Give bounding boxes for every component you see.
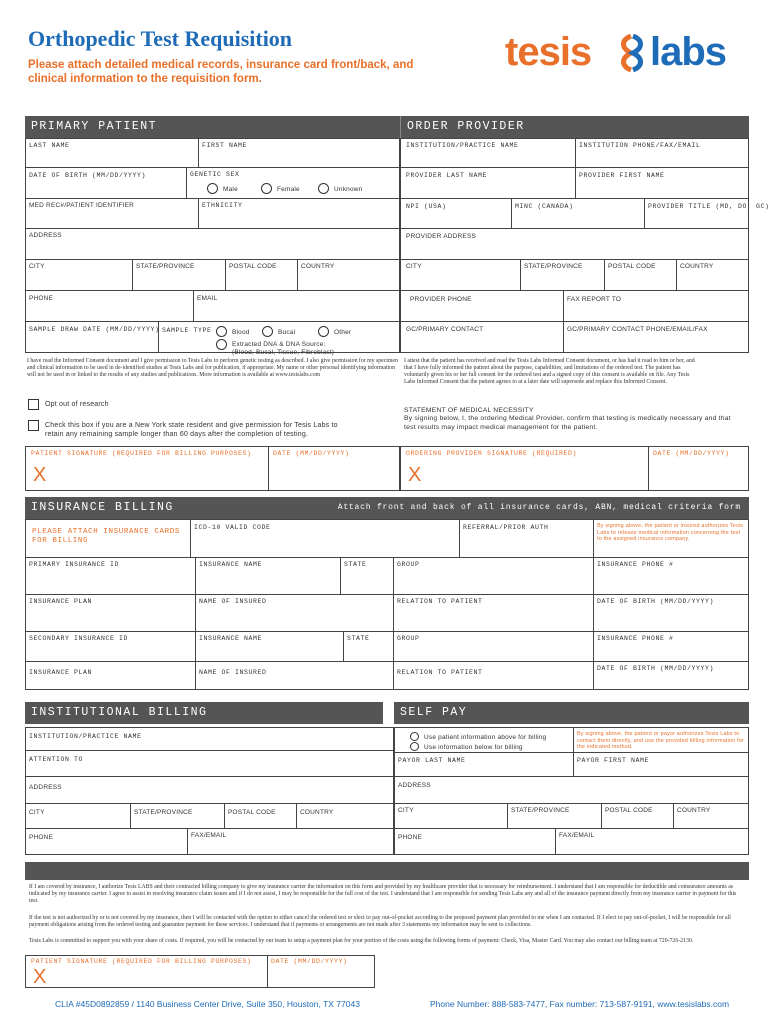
city-label: CITY: [29, 263, 45, 270]
footer-contact: Phone Number: 888-583-7477, Fax number: 713-587-9191, www.tesislabs.com: [430, 999, 730, 1009]
sample-blood-label: Blood: [232, 329, 250, 336]
email-label: EMAIL: [197, 295, 218, 302]
insured-name2-label: NAME OF INSURED: [199, 669, 267, 676]
insurance-phone2-label: INSURANCE PHONE #: [597, 635, 674, 642]
inst-billing-name-label: INSTITUTION/PRACTICE NAME: [29, 733, 142, 740]
ethnicity-label: ETHNICITY: [202, 202, 243, 209]
payor-country-label: COUNTRY: [677, 807, 711, 814]
provider-inst-phone-label: INSTITUTION PHONE/FAX/EMAIL: [579, 142, 701, 149]
provider-signature-label: ORDERING PROVIDER SIGNATURE (REQUIRED): [406, 450, 578, 457]
provider-first-label: PROVIDER FIRST NAME: [579, 172, 665, 179]
insurance-state2-label: STATE: [347, 635, 370, 642]
sample-bucal-label: Bucal: [278, 329, 296, 336]
logo-mark-icon: [617, 34, 647, 72]
inst-postal-label: POSTAL CODE: [228, 809, 276, 816]
payor-city-label: CITY: [398, 807, 414, 814]
opt-out-label: Opt out of research: [45, 401, 109, 408]
selfpay-opt1-label: Use patient information above for billing: [424, 734, 547, 741]
insurance-header: [25, 497, 749, 519]
provider-phone-label: PROVIDER PHONE: [410, 296, 472, 303]
sex-unknown-radio[interactable]: [318, 183, 329, 194]
inst-phone-label: PHONE: [29, 834, 54, 841]
gc-contact-info-label: GC/PRIMARY CONTACT PHONE/EMAIL/FAX: [567, 326, 708, 333]
provider-last-label: PROVIDER LAST NAME: [406, 172, 488, 179]
sample-other-radio[interactable]: [318, 326, 329, 337]
payor-postal-label: POSTAL CODE: [605, 807, 653, 814]
page-title: Orthopedic Test Requisition: [28, 26, 293, 51]
inst-country-label: COUNTRY: [300, 809, 334, 816]
inst-address-label: ADDRESS: [29, 784, 62, 791]
insured-dob-label: DATE OF BIRTH (MM/DD/YYYY): [597, 598, 715, 605]
payor-last-label: PAYOR LAST NAME: [398, 757, 466, 764]
insurance-group-label: GROUP: [397, 561, 420, 568]
terms-paragraph-1: If I am covered by insurance, I authorize Tesis LABS and their contracted billing company to give my insurance carrier the information on this form and provided by my healthcare provider that is necessary for reimbursement. I understand that I am responsible for deductible and coinsurance amounts as indicated by my insurance carrier. I agree to assist in resolving insurance claim issues and if I do not assist, I may be responsible for the full cost of the test. I understand that I am responsible for sending Tesis Labs any and all of the insurance payment directly from my insurance carrier in payment for this test.: [29, 884, 737, 904]
sample-type-label: SAMPLE TYPE: [162, 327, 212, 334]
terms-header-bar: [25, 862, 749, 880]
insurance-heading: INSURANCE BILLING: [31, 501, 174, 514]
address-label: ADDRESS: [29, 232, 62, 239]
first-name-label: FIRST NAME: [202, 142, 248, 149]
icd-label: ICD-10 VALID CODE: [194, 524, 271, 531]
necessity-title: STATEMENT OF MEDICAL NECESSITY: [404, 407, 534, 414]
sample-extracted-radio[interactable]: [216, 339, 227, 350]
patient-signature-label: PATIENT SIGNATURE (REQUIRED FOR BILLING PURPOSES): [31, 450, 252, 457]
extracted-sources: (Blood, Bucal, Tissue, Fibroblast): [232, 349, 335, 356]
payor-phone-label: PHONE: [398, 834, 423, 841]
insured-name-label: NAME OF INSURED: [199, 598, 267, 605]
sex-male-label: Male: [223, 186, 238, 193]
attestation-text: I attest that the patient has received and read the Tesis Labs Informed Consent document, or has had it read to him or her, and that I have fully informed the patient about the purpose, capabilities, and limitations of the ordered test. The patient has voluntarily given his or her full consent for the ordered test and a signed copy of this consent is available on file. Any Tesis Labs Informed Consent that the patient agrees to at a later date will supersede and replace this Informed Consent.: [404, 358, 695, 385]
selfpay-below-info-radio[interactable]: [410, 742, 419, 751]
med-rec-label: MED REC#/PATIENT IDENTIFIER: [29, 202, 135, 209]
provider-sign-x: X: [408, 464, 422, 486]
terms-paragraph-2: If the test is not authorized by or is not covered by my insurance, then I will be contacted with the option to either cancel the ordered test or elect to pay out-of-pocket according to the proposed payment plan provided to me when I am contacted. If I elect to pay out-of-pocket, I will be responsible for all payment obligations arising from the ordered testing and guarantee payment for these services. I understand that if payments or arrangements are not made after 3 statements my information may be sent to collections.: [29, 915, 731, 928]
selfpay-auth-text: By signing above, the patient or payor authorizes Tesis Labs to contact them directly, and use the provided billing information for the indicated method.: [577, 731, 745, 750]
provider-state-label: STATE/PROVINCE: [524, 263, 583, 270]
insurance-plan2-label: INSURANCE PLAN: [29, 669, 93, 676]
insurance-phone-label: INSURANCE PHONE #: [597, 561, 674, 568]
npi-label: NPI (USA): [406, 203, 447, 210]
sample-other-label: Other: [334, 329, 352, 336]
sample-bucal-radio[interactable]: [262, 326, 273, 337]
provider-address-label: PROVIDER ADDRESS: [406, 233, 477, 240]
attach-cards-label: PLEASE ATTACH INSURANCE CARDS FOR BILLING: [32, 528, 180, 545]
referral-label: REFERRAL/PRIOR AUTH: [463, 524, 549, 531]
institutional-billing-header: INSTITUTIONAL BILLING: [25, 702, 383, 724]
provider-institution-label: INSTITUTION/PRACTICE NAME: [406, 142, 519, 149]
provider-city-label: CITY: [406, 263, 422, 270]
inst-fax-label: FAX/EMAIL: [191, 832, 227, 839]
billing-date-label: DATE (MM/DD/YYYY): [271, 958, 348, 965]
insurance-group2-label: GROUP: [397, 635, 420, 642]
consent-text: I have read the Informed Consent document and I give permission to Tesis Labs to perform genetic testing as described. I also give permission for my specimen and clinical information to be used in de-identified studies at Tesis Labs and for publication, if appropriate. My name or other personal identifying information will not be used in or linked to the results of any studies and publications. More information is available at www.tesislabs.com: [27, 358, 398, 378]
attention-label: ATTENTION TO: [29, 756, 84, 763]
provider-postal-label: POSTAL CODE: [608, 263, 656, 270]
provider-country-label: COUNTRY: [680, 263, 714, 270]
insurance-note: Attach front and back of all insurance cards, ABN, medical criteria form: [337, 503, 741, 512]
payor-first-label: PAYOR FIRST NAME: [577, 757, 650, 764]
minc-label: MINC (CANADA): [515, 203, 574, 210]
billing-sign-x: X: [33, 966, 47, 988]
page-subtitle: Please attach detailed medical records, insurance card front/back, and clinical information to the requisition form.: [28, 59, 414, 85]
self-pay-header: SELF PAY: [394, 702, 749, 724]
relation2-label: RELATION TO PATIENT: [397, 669, 483, 676]
inst-state-label: STATE/PROVINCE: [134, 809, 193, 816]
selfpay-opt2-label: Use information below for billing: [424, 744, 523, 751]
order-provider-header: ORDER PROVIDER: [400, 116, 749, 138]
sex-female-radio[interactable]: [261, 183, 272, 194]
terms-paragraph-3: Tesis Labs is committed to support you with your share of costs. If required, you will be contacted by our team to setup a payment plan for your portion of the costs using the following forms of payment: Check, Visa, Master Card. You may also contact our billing team at 720-726-2130.: [29, 938, 694, 944]
necessity-text: By signing below, I, the ordering Medical Provider, confirm that testing is medically necessary and that test results may impact medical management for the patient.: [404, 415, 731, 431]
selfpay-patient-info-radio[interactable]: [410, 732, 419, 741]
extracted-label: Extracted DNA & DNA Source:: [232, 341, 326, 348]
gc-contact-label: GC/PRIMARY CONTACT: [406, 326, 484, 333]
logo-text-tesis: tesis: [505, 30, 592, 74]
billing-signature-label: PATIENT SIGNATURE (REQUIRED FOR BILLING PURPOSES): [31, 958, 252, 965]
insurance-plan-label: INSURANCE PLAN: [29, 598, 93, 605]
last-name-label: LAST NAME: [29, 142, 70, 149]
tesis-labs-logo: [505, 32, 745, 76]
sex-unknown-label: Unknown: [334, 186, 363, 193]
patient-date-label: DATE (MM/DD/YYYY): [273, 450, 350, 457]
sample-blood-radio[interactable]: [216, 326, 227, 337]
postal-label: POSTAL CODE: [229, 263, 277, 270]
footer-address: CLIA #45D0892859 / 1140 Business Center Drive, Suite 350, Houston, TX 77043: [55, 999, 360, 1009]
provider-title-label: PROVIDER TITLE (MD, DO, GC): [648, 203, 770, 210]
insured-dob2-label: DATE OF BIRTH (MM/DD/YYYY): [597, 665, 715, 672]
payor-state-label: STATE/PROVINCE: [511, 807, 570, 814]
fax-report-label: FAX REPORT TO: [567, 296, 622, 303]
relation-label: RELATION TO PATIENT: [397, 598, 483, 605]
phone-label: PHONE: [29, 295, 54, 302]
sample-date-label: SAMPLE DRAW DATE (MM/DD/YYYY): [29, 326, 160, 333]
opt-out-checkbox[interactable]: [28, 399, 39, 410]
sex-female-label: Female: [277, 186, 300, 193]
dob-label: DATE OF BIRTH (MM/DD/YYYY): [29, 172, 147, 179]
sex-male-radio[interactable]: [207, 183, 218, 194]
inst-city-label: CITY: [29, 809, 45, 816]
insurance-name-label: INSURANCE NAME: [199, 561, 263, 568]
primary-patient-header: PRIMARY PATIENT: [25, 116, 400, 138]
ny-consent-checkbox[interactable]: [28, 420, 39, 431]
ny-consent-label: Check this box if you are a New York state resident and give permission for Tesis Labs to retain any remaining sample longer than 60 days after the completion of testing.: [45, 422, 338, 438]
primary-insurance-label: PRIMARY INSURANCE ID: [29, 561, 120, 568]
payor-fax-label: FAX/EMAIL: [559, 832, 595, 839]
payor-address-label: ADDRESS: [398, 782, 431, 789]
insurance-state-label: STATE: [344, 561, 367, 568]
provider-date-label: DATE (MM/DD/YYYY): [653, 450, 730, 457]
genetic-sex-label: GENETIC SEX: [190, 171, 240, 178]
logo-text-labs: labs: [650, 30, 727, 74]
country-label: COUNTRY: [301, 263, 335, 270]
secondary-insurance-label: SECONDARY INSURANCE ID: [29, 635, 129, 642]
state-label: STATE/PROVINCE: [136, 263, 195, 270]
insurance-name2-label: INSURANCE NAME: [199, 635, 263, 642]
insurance-auth-text: By signing above, the patient or insured authorizes Tesis Labs to release medical information concerning the test to the assigned insurance company.: [597, 523, 744, 542]
patient-sign-x: X: [33, 464, 47, 486]
